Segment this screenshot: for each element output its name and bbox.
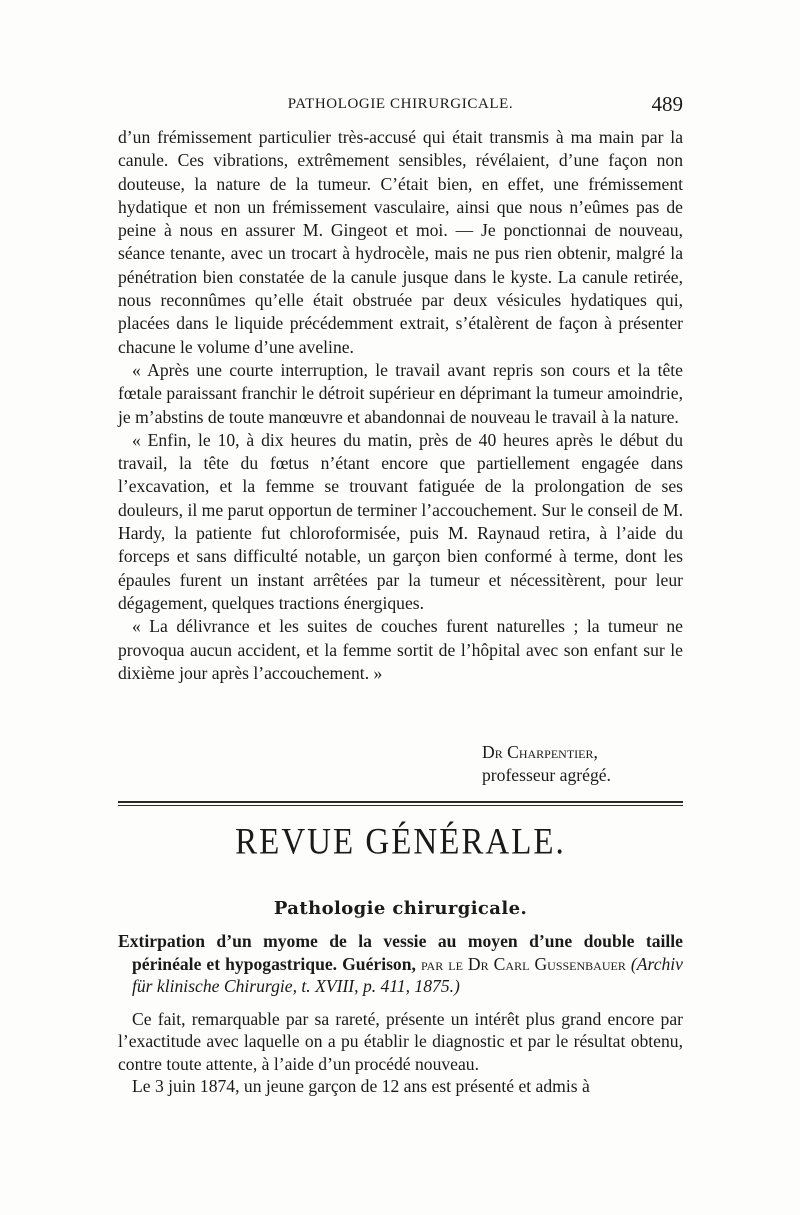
paragraph: Le 3 juin 1874, un jeune garçon de 12 ans est présenté et admis à — [132, 1076, 590, 1096]
subsection-title: Pathologie chirurgicale. — [273, 898, 528, 919]
signature-title: professeur agrégé. — [482, 765, 611, 785]
article-body — [118, 1008, 683, 1098]
article-title: Extirpation d’un myome de la vessie au moyen d’une double taille périnéale et hypogastrique. Guérison, — [118, 931, 683, 974]
body-text — [118, 126, 683, 685]
paragraph: Ce fait, remarquable par sa rareté, présente un intérêt plus grand encore par l’exactitude avec laquelle on a pu établir le diagnostic et par le résultat obtenu, contre toute attente, à l’aide d’un procédé nouveau. — [118, 1008, 683, 1074]
divider-thin-rule — [118, 805, 683, 806]
divider-thick-rule — [118, 801, 683, 803]
paragraph: « Après une courte interruption, le travail avant repris son cours et la tête fœtale paraissant franchir le détroit supérieur en déprimant la tumeur amoindrie, je m’abstins de toute manœuvre et abandonnai de nouveau le travail à la nature. — [118, 359, 683, 427]
signature-name: Dr Charpentier, — [482, 742, 598, 762]
page-number: 489 — [651, 92, 683, 116]
signature — [482, 741, 611, 787]
section-divider — [118, 801, 683, 806]
article-reference: (Archiv für klinische Chirurgie, t. XVIII, p. 411, 1875.) — [132, 953, 683, 996]
article-byline: par le Dr Carl Gussenbauer — [420, 953, 626, 974]
running-head — [118, 92, 683, 118]
running-title: PATHOLOGIE CHIRURGICALE. — [287, 96, 514, 112]
paragraph: « La délivrance et les suites de couches furent naturelles ; la tumeur ne provoqua aucun accident, et la femme sortit de l’hôpital avec son enfant sur le dixième jour après l’accouchement. » — [118, 616, 683, 683]
article — [118, 930, 683, 1098]
paragraph: d’un frémissement particulier très-accusé qui était transmis à ma main par la canule. Ces vibrations, extrêmement sensibles, révélaient, d’une façon non douteuse, la nature de la tumeur. C’était bien, en effet, une frémissement hydatique et non un frémissement vasculaire, ainsi que nous n’eûmes pas de peine à nous en assurer M. Gingeot et moi. — Je ponctionnai de nouveau, séance tenante, avec un trocart à hydrocèle, mais ne pus rien obtenir, malgré la pénétration bien constatée de la canule jusque dans le kyste. La canule retirée, nous reconnûmes qu’elle était obstruée par deux vésicules hydatiques qui, placées dans le liquide précédemment extrait, s’étalèrent de façon à présenter chacune le volume d’une aveline. — [118, 127, 683, 357]
section-title: REVUE GÉNÉRALE. — [235, 822, 566, 863]
paragraph: « Enfin, le 10, à dix heures du matin, près de 40 heures après le début du travail, la tête du fœtus n’étant encore que partiellement engagée dans l’excavation, et la femme se trouvant fatiguée de la prolongation de ses douleurs, il me parut opportun de terminer l’accouchement. Sur le conseil de M. Hardy, la patiente fut chloroformisée, puis M. Raynaud retira, à l’aide du forceps et sans difficulté notable, un garçon bien conformé à terme, dont les épaules furent un instant arrêtées par la tumeur et nécessitèrent, pour leur dégagement, quelques tractions énergiques. — [118, 429, 683, 613]
article-heading — [118, 930, 683, 998]
